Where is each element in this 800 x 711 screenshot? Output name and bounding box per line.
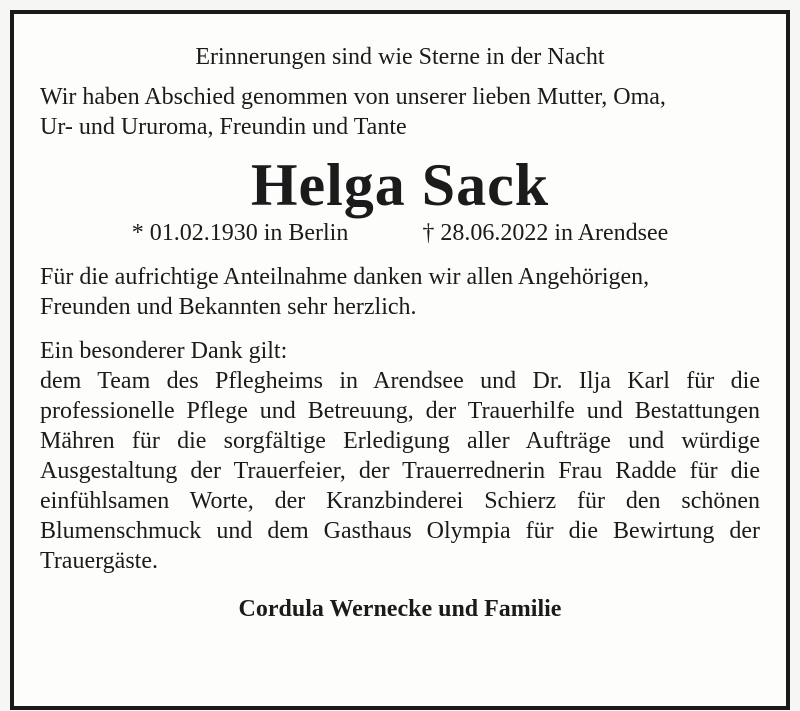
thanks-line-2: Freunden und Bekannten sehr herzlich. (40, 294, 417, 320)
death-date: † 28.06.2022 in Arendsee (422, 220, 669, 246)
birth-date: * 01.02.1930 in Berlin (131, 220, 349, 246)
special-thanks-heading: Ein besonderer Dank gilt: (40, 338, 288, 364)
obituary-frame (10, 10, 790, 710)
intro-line-1: Wir haben Abschied genommen von unserer lieben Mutter, Oma, (40, 84, 666, 110)
thanks-paragraph (40, 262, 760, 322)
intro-line-2: Ur- und Ururoma, Freundin und Tante (40, 114, 407, 140)
obituary-notice (40, 42, 760, 624)
special-thanks-body: dem Team des Pflegheims in Arendsee und Dr. Ilja Karl für die professionelle Pflege und Betreuung, der Trauerhilfe und Bestattungen Mähren für die sorgfältige Erledigung aller Aufträge und würdige Ausgestaltung der Trauerfeier, der Trauerrednerin Frau Radde für die einfühlsamen Worte, der Kranzbinderei Schierz für den schönen Blumenschmuck und dem Gasthaus Olympia für die Bewirtung der Trauergäste. (40, 368, 760, 574)
thanks-line-1: Für die aufrichtige Anteilnahme danken wir allen Angehörigen, (40, 264, 650, 290)
signature: Cordula Wernecke und Familie (238, 596, 562, 622)
motto-line: Erinnerungen sind wie Sterne in der Nacht (195, 44, 605, 70)
life-dates (40, 218, 760, 248)
deceased-name: Helga Sack (250, 152, 550, 218)
